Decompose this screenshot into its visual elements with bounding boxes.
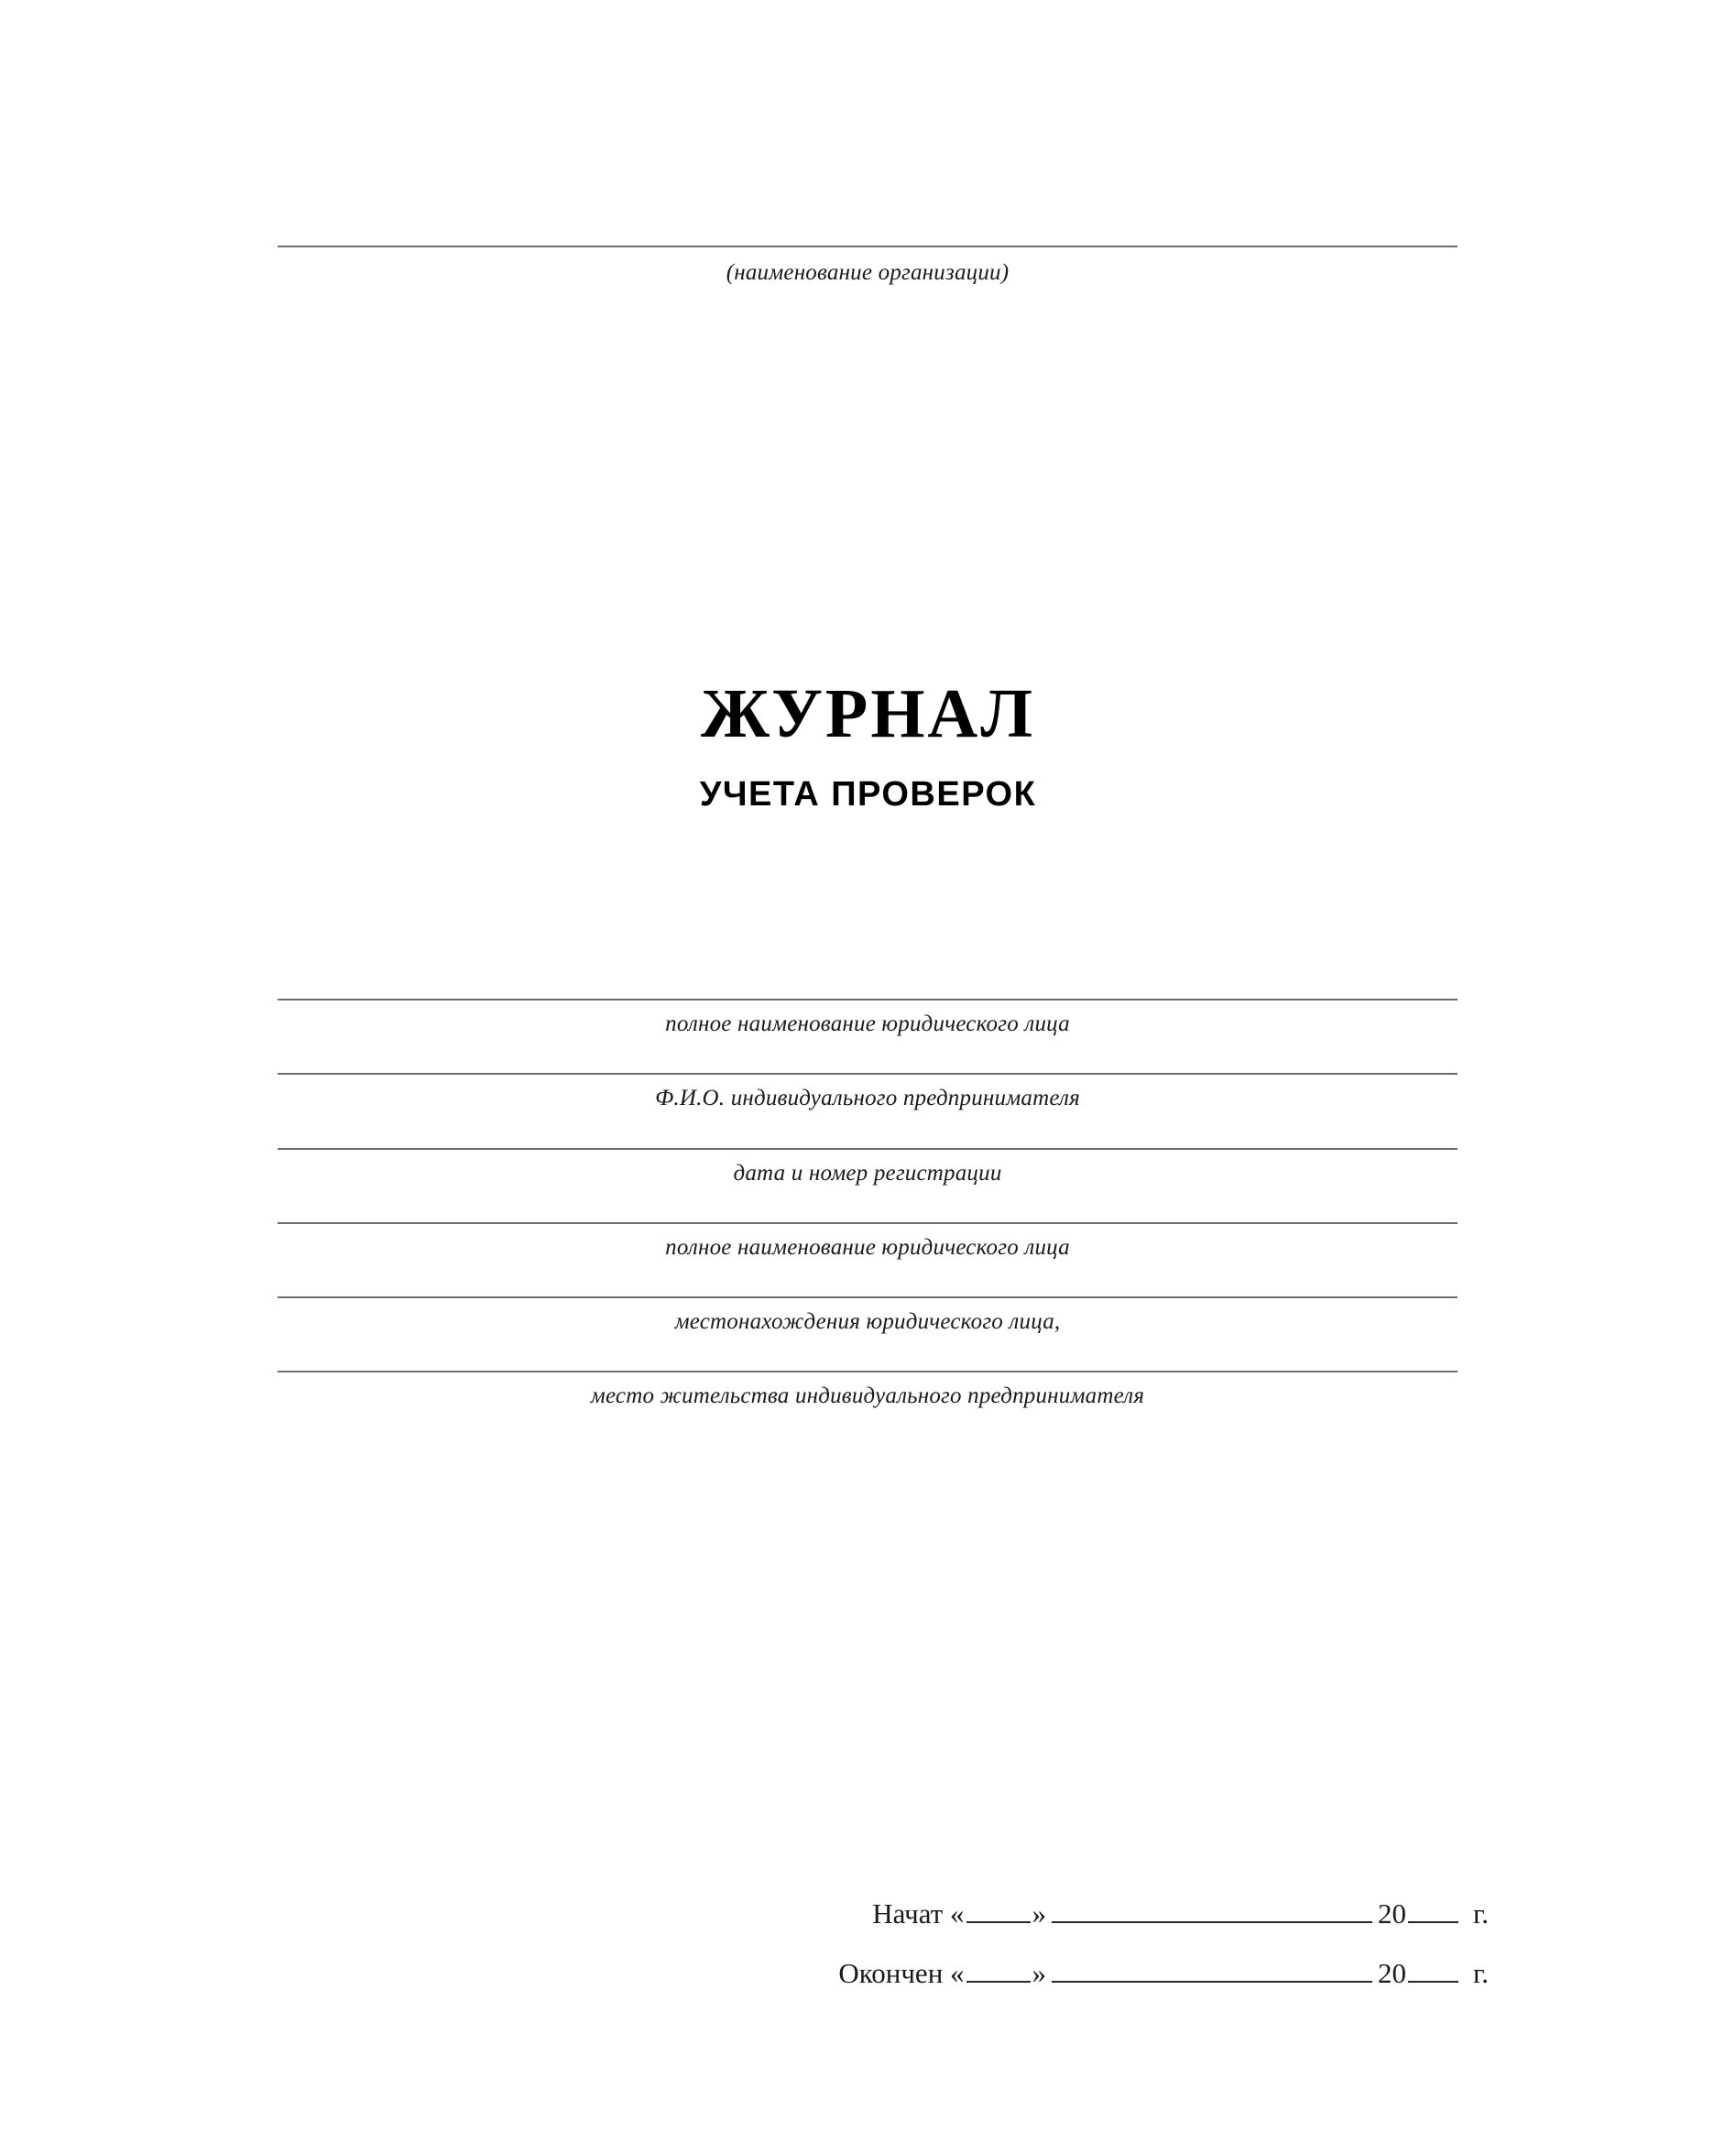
started-month-blank <box>1052 1901 1372 1923</box>
fill-line-rule <box>278 1148 1458 1150</box>
fill-line-row <box>278 1296 1458 1336</box>
finished-quote-close: » <box>1032 1956 1047 1989</box>
finished-year-prefix: 20 <box>1378 1956 1407 1989</box>
fill-line-row <box>278 999 1458 1038</box>
finished-year-blank <box>1408 1961 1458 1983</box>
footer-block <box>0 1893 1736 1995</box>
finished-day-blank <box>966 1961 1031 1983</box>
started-year-blank <box>1408 1901 1458 1923</box>
fill-line-row <box>278 1222 1458 1262</box>
fill-line-caption: Ф.И.О. индивидуального предпринимателя <box>655 1086 1080 1111</box>
page-title: ЖУРНАЛ <box>701 675 1035 752</box>
fill-line-row <box>278 1148 1458 1187</box>
fill-line-rule <box>278 1073 1458 1075</box>
finished-label: Окончен « <box>838 1956 965 1989</box>
started-date-row <box>0 1893 1736 1936</box>
fill-line-rule <box>278 1222 1458 1224</box>
finished-year-suffix: г. <box>1473 1956 1489 1989</box>
organization-rule <box>278 246 1458 247</box>
finished-date-row <box>0 1952 1736 1995</box>
started-year-suffix: г. <box>1473 1897 1489 1930</box>
fill-line-rule <box>278 1371 1458 1372</box>
started-label: Начат « <box>872 1897 965 1930</box>
fill-lines-group <box>278 999 1458 1411</box>
fill-line-caption: полное наименование юридического лица <box>665 1011 1070 1036</box>
fill-line-caption: место жительства индивидуального предпринимателя <box>590 1383 1145 1409</box>
started-day-blank <box>966 1901 1031 1923</box>
fill-line-caption: местонахождения юридического лица, <box>674 1309 1061 1334</box>
started-quote-close: » <box>1032 1897 1047 1930</box>
fill-line-rule <box>278 999 1458 1000</box>
organization-caption: (наименование организации) <box>726 260 1010 285</box>
fill-line-caption: полное наименование юридического лица <box>665 1234 1070 1260</box>
finished-month-blank <box>1052 1961 1372 1983</box>
title-block <box>0 675 1736 815</box>
fill-line-rule <box>278 1296 1458 1298</box>
organization-field <box>278 246 1458 287</box>
fill-line-row <box>278 1073 1458 1112</box>
started-year-prefix: 20 <box>1378 1897 1407 1930</box>
fill-line-row <box>278 1371 1458 1410</box>
page-subtitle: УЧЕТА ПРОВЕРОК <box>699 774 1037 814</box>
fill-line-caption: дата и номер регистрации <box>733 1160 1002 1186</box>
